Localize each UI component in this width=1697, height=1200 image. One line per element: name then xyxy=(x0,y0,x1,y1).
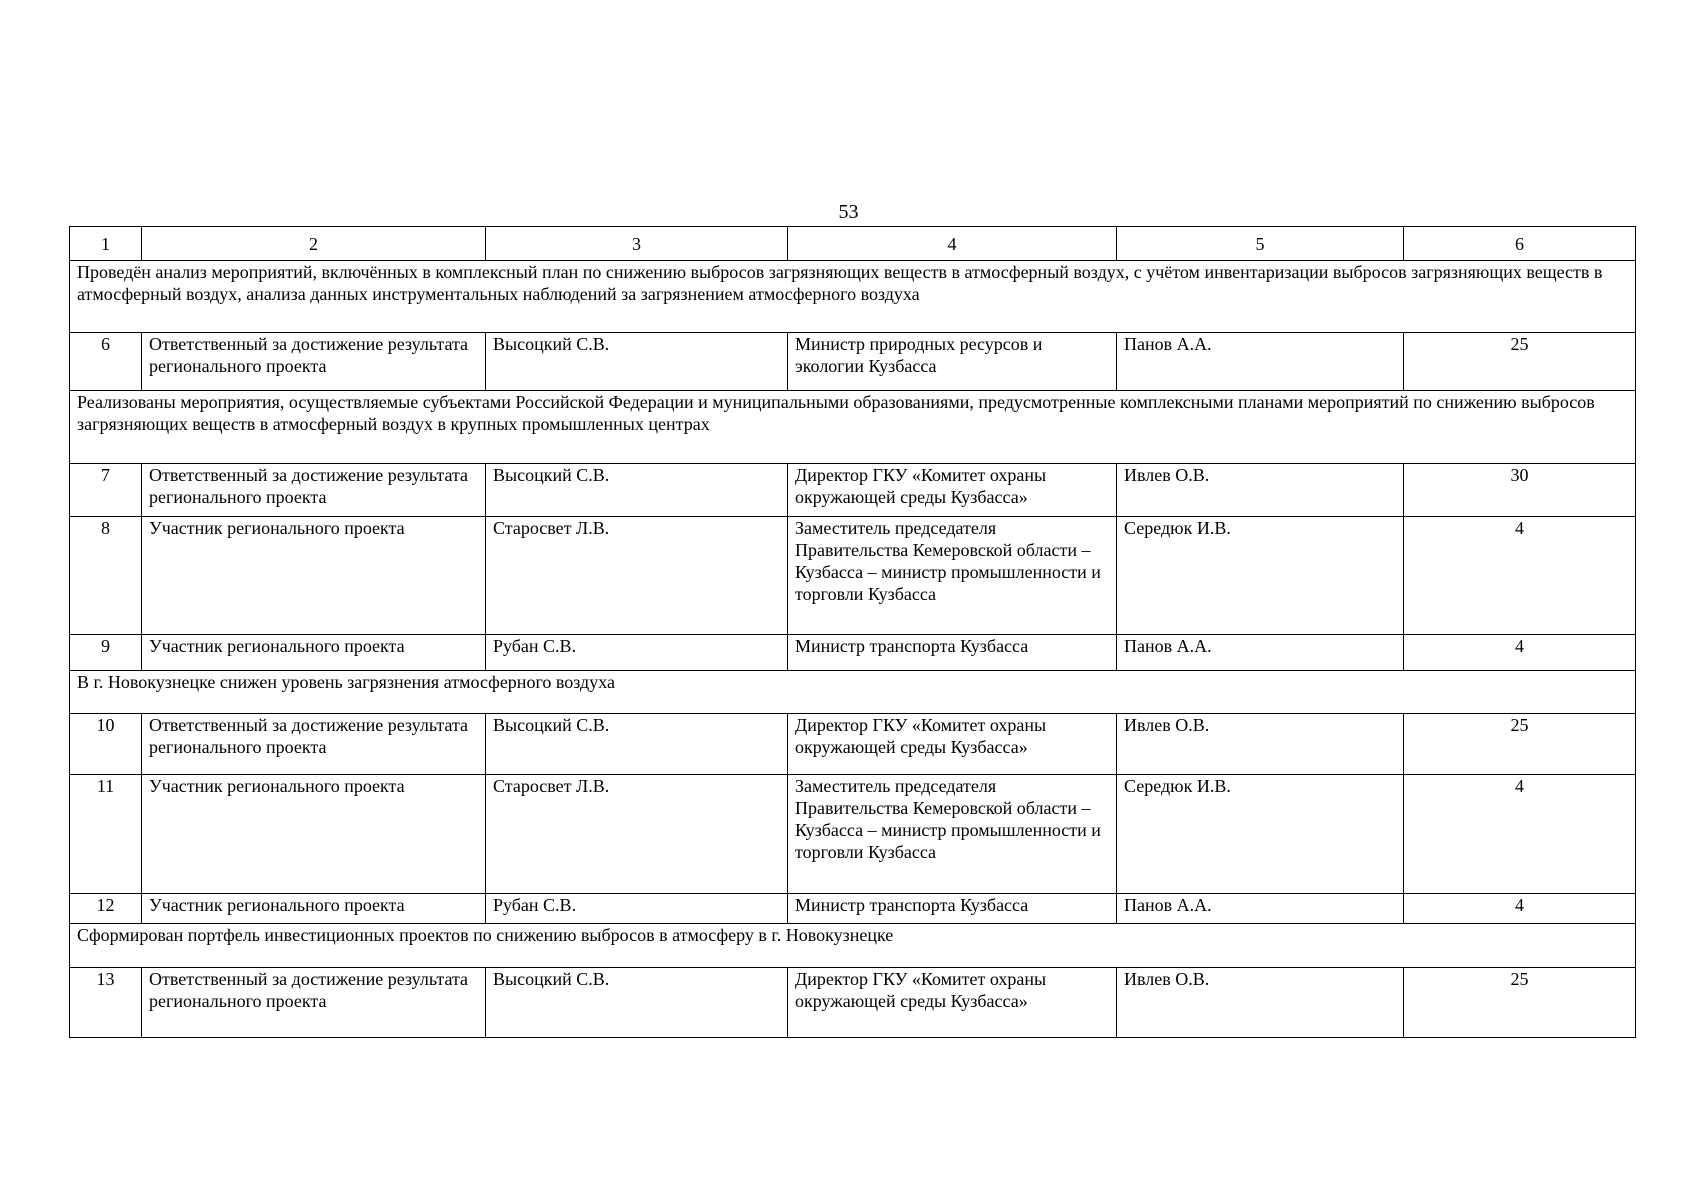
row-number: 13 xyxy=(70,968,142,1038)
header-cell: 3 xyxy=(486,227,788,261)
row-position: Заместитель председателя Правительства Кемеровской области – Кузбасса – министр промышленности и торговли Кузбасса xyxy=(788,775,1117,894)
row-role: Ответственный за достижение результата регионального проекта xyxy=(142,714,486,775)
header-cell: 5 xyxy=(1117,227,1404,261)
row-number: 6 xyxy=(70,333,142,391)
row-name: Высоцкий С.В. xyxy=(486,714,788,775)
section-title: Проведён анализ мероприятий, включённых в комплексный план по снижению выбросов загрязняющих веществ в атмосферный воздух, с учётом инвентаризации выбросов загрязняющих веществ в атмосферный воздух, анализа данных инструментальных наблюдений за загрязнением атмосферного воздуха xyxy=(70,261,1636,333)
header-cell: 1 xyxy=(70,227,142,261)
row-supervisor: Середюк И.В. xyxy=(1117,775,1404,894)
table-row xyxy=(70,333,1636,391)
row-supervisor: Панов А.А. xyxy=(1117,635,1404,671)
row-percent: 25 xyxy=(1404,714,1636,775)
section-title: Реализованы мероприятия, осуществляемые субъектами Российской Федерации и муниципальными образованиями, предусмотренные комплексными планами мероприятий по снижению выбросов загрязняющих веществ в атмосферный воздух в крупных промышленных центрах xyxy=(70,391,1636,464)
row-supervisor: Ивлев О.В. xyxy=(1117,714,1404,775)
row-position: Заместитель председателя Правительства Кемеровской области – Кузбасса – министр промышленности и торговли Кузбасса xyxy=(788,517,1117,635)
row-supervisor: Панов А.А. xyxy=(1117,894,1404,924)
row-number: 10 xyxy=(70,714,142,775)
row-number: 8 xyxy=(70,517,142,635)
header-cell: 4 xyxy=(788,227,1117,261)
row-name: Рубан С.В. xyxy=(486,894,788,924)
row-number: 11 xyxy=(70,775,142,894)
responsibility-table xyxy=(69,226,1636,1038)
row-position: Министр транспорта Кузбасса xyxy=(788,635,1117,671)
row-percent: 4 xyxy=(1404,775,1636,894)
row-name: Высоцкий С.В. xyxy=(486,464,788,517)
table-row xyxy=(70,775,1636,894)
row-percent: 4 xyxy=(1404,635,1636,671)
row-position: Министр природных ресурсов и экологии Кузбасса xyxy=(788,333,1117,391)
row-role: Участник регионального проекта xyxy=(142,894,486,924)
table-row xyxy=(70,968,1636,1038)
section-row xyxy=(70,924,1636,968)
row-name: Высоцкий С.В. xyxy=(486,333,788,391)
section-title: В г. Новокузнецке снижен уровень загрязнения атмосферного воздуха xyxy=(70,671,1636,714)
table-row xyxy=(70,517,1636,635)
row-percent: 30 xyxy=(1404,464,1636,517)
section-title: Сформирован портфель инвестиционных проектов по снижению выбросов в атмосферу в г. Новокузнецке xyxy=(70,924,1636,968)
row-supervisor: Ивлев О.В. xyxy=(1117,464,1404,517)
row-supervisor: Ивлев О.В. xyxy=(1117,968,1404,1038)
row-name: Высоцкий С.В. xyxy=(486,968,788,1038)
table-row xyxy=(70,635,1636,671)
row-role: Ответственный за достижение результата регионального проекта xyxy=(142,968,486,1038)
row-role: Участник регионального проекта xyxy=(142,775,486,894)
row-role: Участник регионального проекта xyxy=(142,517,486,635)
row-name: Старосвет Л.В. xyxy=(486,517,788,635)
section-row xyxy=(70,261,1636,333)
table-row xyxy=(70,894,1636,924)
row-role: Ответственный за достижение результата регионального проекта xyxy=(142,464,486,517)
row-role: Ответственный за достижение результата регионального проекта xyxy=(142,333,486,391)
row-number: 12 xyxy=(70,894,142,924)
row-percent: 25 xyxy=(1404,968,1636,1038)
row-position: Министр транспорта Кузбасса xyxy=(788,894,1117,924)
table-header-row xyxy=(70,227,1636,261)
table-row xyxy=(70,464,1636,517)
row-position: Директор ГКУ «Комитет охраны окружающей среды Кузбасса» xyxy=(788,464,1117,517)
row-role: Участник регионального проекта xyxy=(142,635,486,671)
section-row xyxy=(70,671,1636,714)
row-position: Директор ГКУ «Комитет охраны окружающей среды Кузбасса» xyxy=(788,968,1117,1038)
row-name: Рубан С.В. xyxy=(486,635,788,671)
row-percent: 4 xyxy=(1404,894,1636,924)
header-cell: 6 xyxy=(1404,227,1636,261)
row-supervisor: Панов А.А. xyxy=(1117,333,1404,391)
row-number: 7 xyxy=(70,464,142,517)
section-row xyxy=(70,391,1636,464)
table-row xyxy=(70,714,1636,775)
row-supervisor: Середюк И.В. xyxy=(1117,517,1404,635)
row-number: 9 xyxy=(70,635,142,671)
row-percent: 25 xyxy=(1404,333,1636,391)
page-number: 53 xyxy=(838,201,859,223)
header-cell: 2 xyxy=(142,227,486,261)
row-name: Старосвет Л.В. xyxy=(486,775,788,894)
row-position: Директор ГКУ «Комитет охраны окружающей среды Кузбасса» xyxy=(788,714,1117,775)
row-percent: 4 xyxy=(1404,517,1636,635)
